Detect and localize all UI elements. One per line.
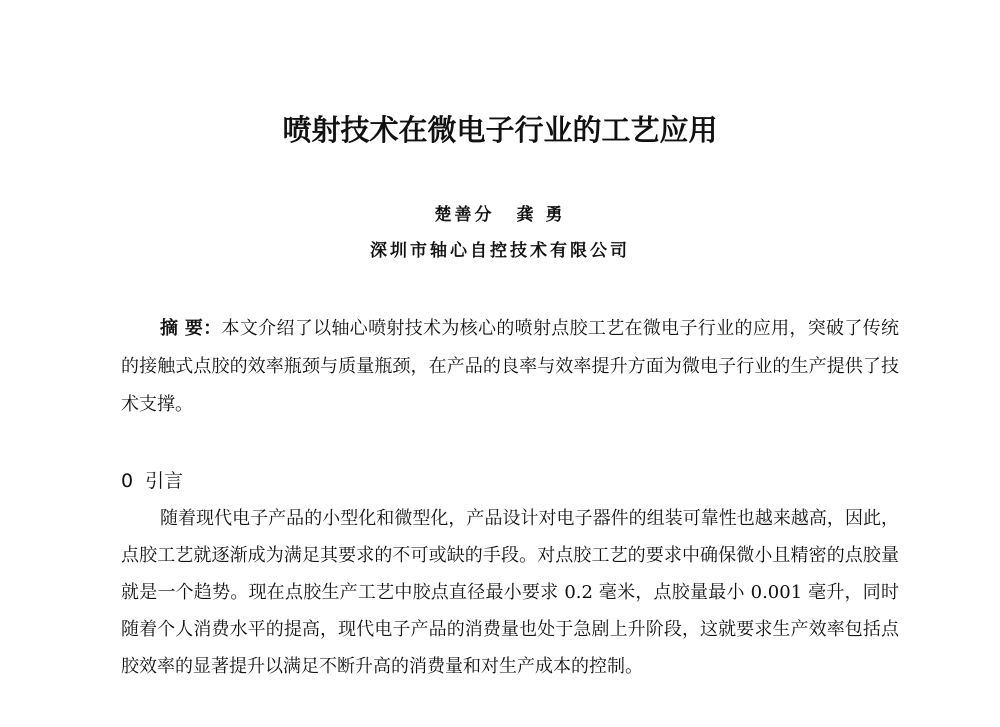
abstract-block	[121, 310, 899, 424]
abstract-text: 本文介绍了以轴心喷射技术为核心的喷射点胶工艺在微电子行业的应用，突破了传统的接触式点胶的效率瓶颈与质量瓶颈，在产品的良率与效率提升方面为微电子行业的生产提供了技术支撑。	[121, 318, 899, 415]
paper-title: 喷射技术在微电子行业的工艺应用	[282, 113, 718, 147]
affiliation: 深圳市轴心自控技术有限公司	[370, 241, 630, 261]
section-number: 0	[121, 470, 134, 492]
section-heading	[121, 466, 183, 493]
abstract-label: 摘 要：	[160, 318, 222, 339]
author-list	[0, 200, 1000, 225]
section-title: 引言	[145, 470, 184, 492]
body-paragraph: 随着现代电子产品的小型化和微型化，产品设计对电子器件的组装可靠性也越来越高，因此，点胶工艺就逐渐成为满足其要求的不可或缺的手段。对点胶工艺的要求中确保微小且精密的点胶量就是一个趋势。现在点胶生产工艺中胶点直径最小要求 0.2 毫米，点胶量最小 0.001 毫升，同时随着个人消费水平的提高，现代电子产品的消费量也处于急剧上升阶段，这就要求生产效率包括点胶效率的显著提升以满足不断升高的消费量和对生产成本的控制。	[121, 508, 899, 677]
author-name: 楚善分	[434, 205, 495, 225]
author-name: 龚 勇	[516, 205, 566, 225]
